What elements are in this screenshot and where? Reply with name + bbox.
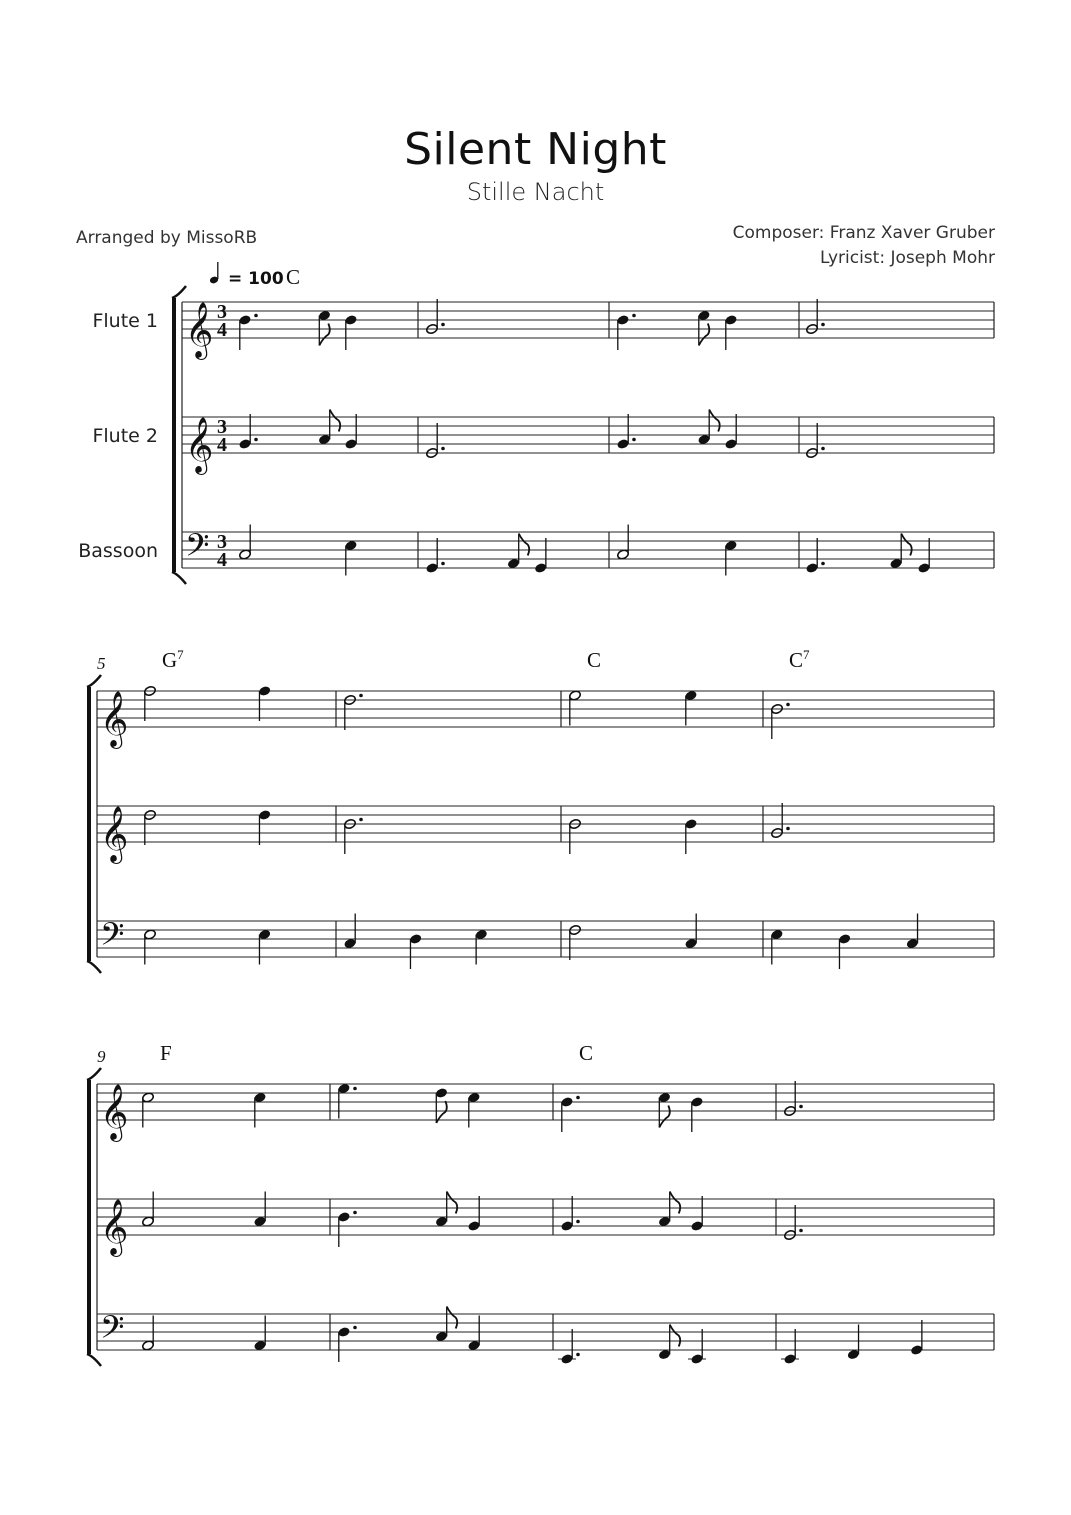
staff-3 xyxy=(97,916,994,960)
notehead-hollow xyxy=(142,1092,155,1103)
note xyxy=(697,410,719,446)
note xyxy=(658,1092,671,1128)
augmentation-dot xyxy=(254,314,258,318)
time-signature-numerator: 3 xyxy=(217,416,227,438)
note xyxy=(344,694,363,730)
note xyxy=(258,929,271,965)
bass-clef-icon: 𝄢 xyxy=(185,527,210,571)
note xyxy=(337,1083,357,1119)
note xyxy=(435,1307,457,1343)
chord-symbol: $C^7$ xyxy=(789,647,810,672)
staff-3 xyxy=(97,1309,994,1353)
system-bracket xyxy=(87,687,91,961)
system-1 xyxy=(78,262,994,584)
note xyxy=(560,1196,580,1232)
note xyxy=(688,1329,706,1365)
system-3 xyxy=(87,1041,994,1366)
note xyxy=(344,314,357,350)
bracket-bottom-hook xyxy=(87,1354,101,1366)
note xyxy=(684,690,697,726)
augmentation-dot xyxy=(359,694,363,698)
note xyxy=(906,914,919,950)
note xyxy=(467,1092,480,1128)
instrument-label: Flute 2 xyxy=(92,425,158,447)
staff-2 xyxy=(92,416,994,475)
notehead-hollow xyxy=(239,549,252,560)
note-flag xyxy=(709,410,720,432)
note-flag xyxy=(319,324,330,346)
augmentation-dot xyxy=(353,1326,357,1330)
note-flag xyxy=(670,1192,681,1214)
note xyxy=(770,929,783,965)
note xyxy=(343,914,356,950)
lyricist-credit: Lyricist: Joseph Mohr xyxy=(820,248,995,268)
notehead-hollow xyxy=(142,1340,155,1351)
note xyxy=(238,414,258,450)
chord-symbol: F xyxy=(160,1041,172,1065)
note xyxy=(724,314,737,350)
augmentation-dot xyxy=(799,1105,803,1109)
augmentation-dot xyxy=(441,323,445,327)
note xyxy=(838,933,851,969)
composer-credit: Composer: Franz Xaver Gruber xyxy=(732,223,995,243)
note-flag xyxy=(901,534,912,556)
note xyxy=(142,1316,155,1352)
staff-1 xyxy=(97,691,994,749)
note xyxy=(435,1192,457,1228)
bass-clef-icon: 𝄢 xyxy=(100,916,125,960)
note-flag xyxy=(699,324,710,346)
augmentation-dot xyxy=(786,827,790,831)
staff-2 xyxy=(97,806,994,864)
note xyxy=(238,314,258,350)
bracket-top-hook xyxy=(87,675,101,687)
notehead-hollow xyxy=(142,1216,155,1227)
notehead-hollow xyxy=(144,929,157,940)
augmentation-dot xyxy=(353,1087,357,1091)
note xyxy=(616,314,636,350)
note xyxy=(144,929,157,965)
notehead-hollow xyxy=(617,549,630,560)
note xyxy=(889,534,911,570)
note xyxy=(258,809,271,845)
note-flag xyxy=(447,1192,458,1214)
chord-symbol: C xyxy=(286,265,301,289)
treble-clef-icon: 𝄞 xyxy=(185,417,214,473)
note xyxy=(475,929,488,965)
time-signature-numerator: 3 xyxy=(217,531,227,553)
note xyxy=(344,540,357,576)
augmentation-dot xyxy=(353,1211,357,1215)
note xyxy=(658,1192,680,1228)
time-signature-denominator: 4 xyxy=(217,434,227,456)
staff-1 xyxy=(92,301,994,360)
note xyxy=(805,538,825,574)
score-title: Silent Night xyxy=(404,124,667,175)
augmentation-dot xyxy=(576,1096,580,1100)
arranger-credit: Arranged by MissoRB xyxy=(76,228,258,248)
note xyxy=(917,538,930,574)
measure-number: 5 xyxy=(97,654,106,673)
tempo-marking: = 100 xyxy=(228,269,284,289)
note xyxy=(658,1325,680,1361)
note xyxy=(781,1329,799,1365)
augmentation-dot xyxy=(786,703,790,707)
note xyxy=(771,703,790,739)
time-signature-denominator: 4 xyxy=(217,549,227,571)
chord-symbol: $G^7$ xyxy=(162,647,184,672)
note xyxy=(467,1316,480,1352)
augmentation-dot xyxy=(821,562,825,566)
system-bracket xyxy=(172,298,176,572)
note-flag xyxy=(447,1307,458,1329)
note xyxy=(684,818,697,854)
note xyxy=(425,538,445,574)
note xyxy=(910,1320,923,1356)
note xyxy=(318,410,340,446)
time-signature-numerator: 3 xyxy=(217,301,227,323)
staff-3 xyxy=(78,527,994,571)
note xyxy=(258,685,271,721)
note xyxy=(558,1329,580,1365)
instrument-label: Flute 1 xyxy=(92,310,158,332)
staff-2 xyxy=(97,1199,994,1257)
score-subtitle: Stille Nacht xyxy=(466,178,605,206)
note xyxy=(142,1192,155,1228)
note xyxy=(253,1316,266,1352)
treble-clef-icon: 𝄞 xyxy=(100,691,129,747)
note xyxy=(697,310,710,346)
treble-clef-icon: 𝄞 xyxy=(100,1084,129,1140)
note xyxy=(560,1096,580,1132)
bass-clef-icon: 𝄢 xyxy=(100,1309,125,1353)
notehead-hollow xyxy=(569,690,582,701)
note xyxy=(684,914,697,950)
augmentation-dot xyxy=(576,1220,580,1224)
note-flag xyxy=(330,410,341,432)
chord-superscript: 7 xyxy=(177,647,184,662)
augmentation-dot xyxy=(632,438,636,442)
score-layer xyxy=(78,262,994,1366)
bracket-bottom-hook xyxy=(172,572,186,584)
system-2 xyxy=(87,647,994,973)
augmentation-dot xyxy=(359,818,363,822)
chord-symbol: C xyxy=(579,1041,594,1065)
note xyxy=(337,1211,357,1247)
note-flag xyxy=(519,534,530,556)
note xyxy=(724,540,737,576)
note xyxy=(318,310,331,346)
note xyxy=(467,1196,480,1232)
treble-clef-icon: 𝄞 xyxy=(100,806,129,862)
note-flag xyxy=(659,1106,670,1128)
chord-symbol: C xyxy=(587,648,602,672)
system-bracket xyxy=(87,1080,91,1354)
note xyxy=(409,933,422,969)
note xyxy=(239,525,252,561)
staff-1 xyxy=(97,1084,994,1142)
augmentation-dot xyxy=(576,1353,580,1357)
note xyxy=(507,534,529,570)
augmentation-dot xyxy=(632,314,636,318)
bracket-top-hook xyxy=(87,1068,101,1080)
note xyxy=(847,1325,860,1361)
note xyxy=(344,414,357,450)
note xyxy=(616,414,636,450)
note xyxy=(569,690,582,726)
augmentation-dot xyxy=(821,447,825,451)
note xyxy=(724,414,737,450)
note xyxy=(253,1092,266,1128)
bracket-top-hook xyxy=(172,286,186,298)
time-signature-denominator: 4 xyxy=(217,319,227,341)
treble-clef-icon: 𝄞 xyxy=(185,302,214,358)
bracket-bottom-hook xyxy=(87,961,101,973)
augmentation-dot xyxy=(799,1229,803,1233)
note xyxy=(617,525,630,561)
note xyxy=(534,538,547,574)
augmentation-dot xyxy=(821,323,825,327)
augmentation-dot xyxy=(441,447,445,451)
note xyxy=(253,1192,266,1228)
instrument-label: Bassoon xyxy=(78,540,158,562)
measure-number: 9 xyxy=(97,1047,106,1066)
note xyxy=(344,818,363,854)
augmentation-dot xyxy=(254,438,258,442)
augmentation-dot xyxy=(441,562,445,566)
chord-superscript: 7 xyxy=(803,647,810,662)
note-flag xyxy=(670,1325,681,1347)
note xyxy=(435,1087,448,1123)
note xyxy=(142,1092,155,1128)
note xyxy=(337,1326,357,1362)
note xyxy=(690,1196,703,1232)
treble-clef-icon: 𝄞 xyxy=(100,1199,129,1255)
note xyxy=(690,1096,703,1132)
